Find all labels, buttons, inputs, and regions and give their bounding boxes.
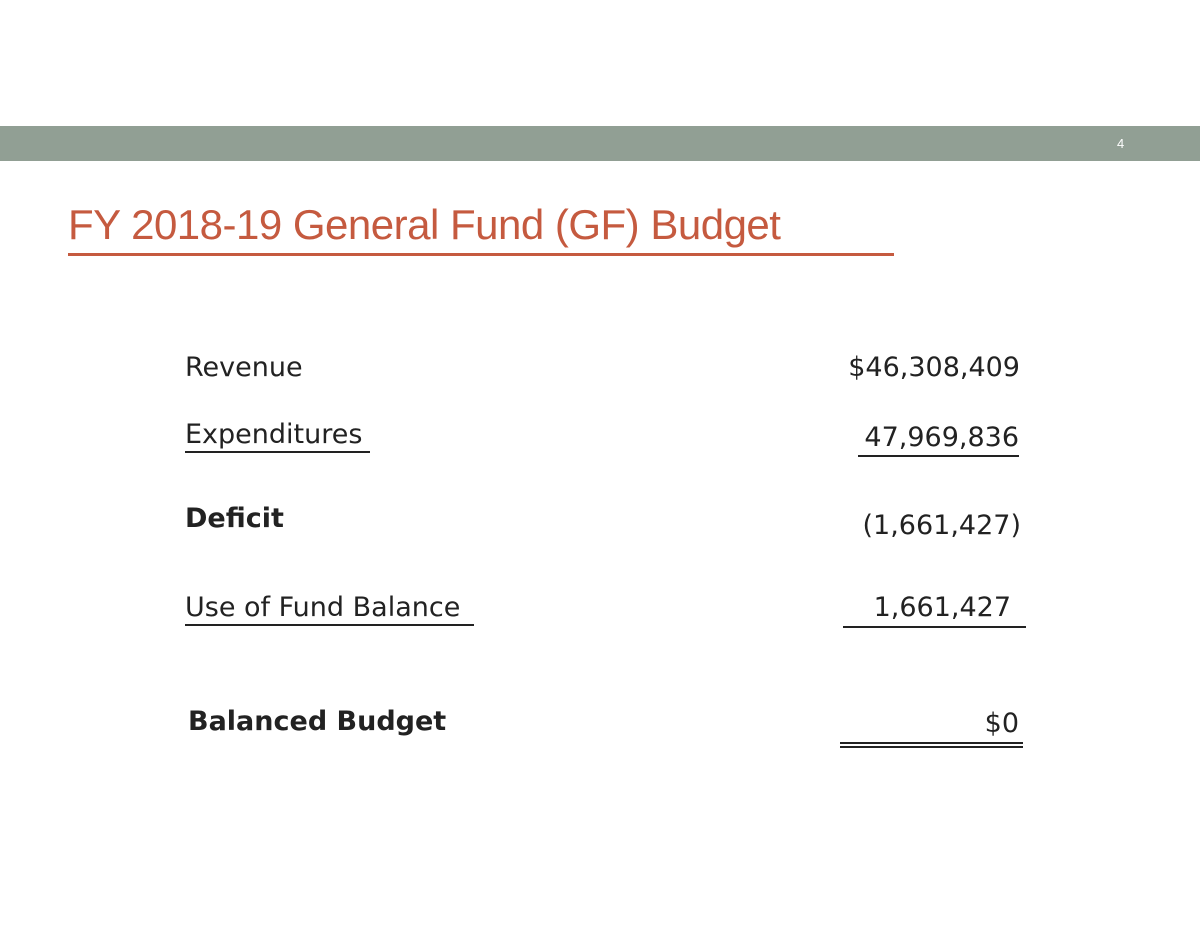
use-of-fund-balance-value: 1,661,427	[873, 592, 1011, 623]
use-of-fund-balance-label-underline	[185, 624, 474, 626]
revenue-label: Revenue	[185, 352, 303, 383]
revenue-value: $46,308,409	[848, 352, 1020, 383]
slide-number: 4	[1117, 136, 1125, 151]
use-of-fund-balance-value-underline	[843, 626, 1026, 628]
expenditures-value-underline	[858, 455, 1019, 457]
balanced-budget-double-underline-top	[840, 742, 1023, 744]
expenditures-value: 47,969,836	[864, 422, 1019, 453]
balanced-budget-value: $0	[984, 708, 1019, 739]
header-bar	[0, 126, 1200, 161]
expenditures-label-underline	[185, 451, 370, 453]
use-of-fund-balance-label: Use of Fund Balance	[185, 592, 461, 623]
slide-title: FY 2018-19 General Fund (GF) Budget	[68, 201, 781, 248]
balanced-budget-double-underline-bottom	[840, 746, 1023, 748]
deficit-label: Deficit	[185, 503, 284, 534]
deficit-value: (1,661,427)	[862, 510, 1021, 541]
balanced-budget-label: Balanced Budget	[188, 706, 447, 737]
title-underline	[68, 253, 894, 256]
expenditures-label: Expenditures	[185, 419, 363, 450]
